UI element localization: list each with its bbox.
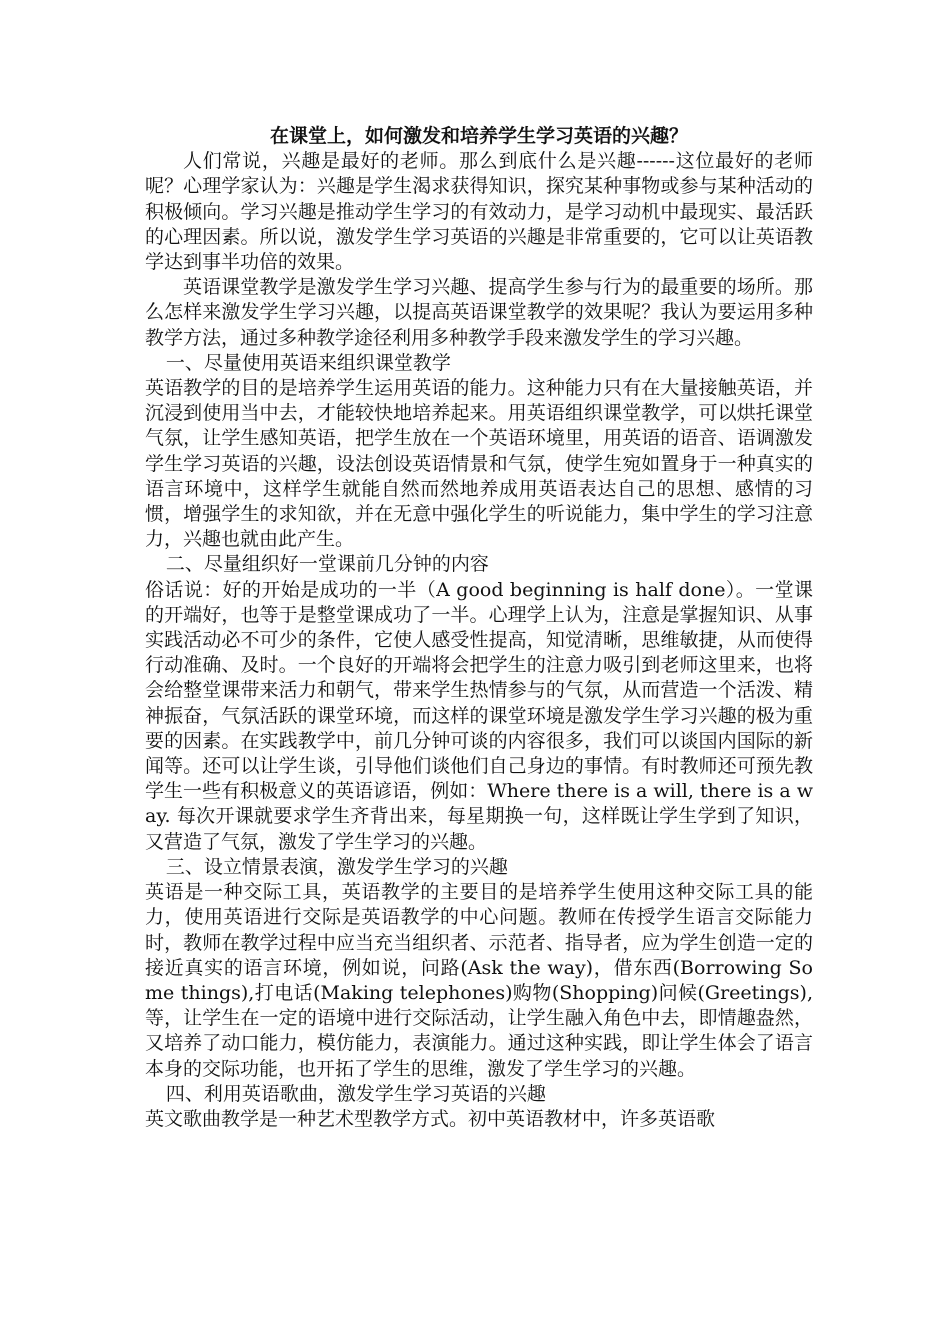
document-title: 在课堂上，如何激发和培养学生学习英语的兴趣？ (269, 125, 688, 147)
section-3-heading: 三、设立情景表演，激发学生学习的兴趣 (165, 855, 508, 878)
document-body (145, 124, 813, 1132)
section-3-body: 英语是一种交际工具，英语教学的主要目的是培养学生使用这种交际工具的能力，使用英语进行交际是英语教学的中心问题。教师在传授学生语言交际能力时，教师在教学过程中应当充当组织者、示范者、指导者，应为学生创造一定的接近真实的语言环境，例如说，问路(Ask the way)，借东西(Borrowing Some things),打电话(Making telephones)购物(Shopping)问候(Greetings),等，让学生在一定的语境中进行交际活动，让学生融入角色中去，即情趣盎然，又培养了动口能力，模仿能力，表演能力。通过这种实践，即让学生体会了语言本身的交际功能，也开拓了学生的思维，激发了学生学习的兴趣。 (145, 881, 813, 1080)
section-2-body: 俗话说：好的开始是成功的一半（A good beginning is half done）。一堂课的开端好，也等于是整堂课成功了一半。心理学上认为，注意是掌握知识、从事实践活动必不可少的条件，它使人感受性提高，知觉清晰，思维敏捷，从而使得行动准确、及时。一个良好的开端将会把学生的注意力吸引到老师这里来，也将会给整堂课带来活力和朝气，带来学生热情参与的气氛，从而营造一个活泼、精神振奋，气氛活跃的课堂环境，而这样的课堂环境是激发学生学习兴趣的极为重要的因素。在实践教学中，前几分钟可谈的内容很多，我们可以谈国内国际的新闻等。还可以让学生谈，引导他们谈他们自己身边的事情。有时教师还可预先教学生一些有积极意义的英语谚语，例如：Where there is a will, there is a way. 每次开课就要求学生齐背出来，每星期换一句，这样既让学生学到了知识，又营造了气氛，激发了学生学习的兴趣。 (145, 578, 813, 853)
section-4-heading: 四、利用英语歌曲，激发学生学习英语的兴趣 (165, 1082, 546, 1105)
intro-paragraph-1: 人们常说，兴趣是最好的老师。那么到底什么是兴趣------这位最好的老师呢？心理学家认为：兴趣是学生渴求获得知识，探究某种事物或参与某种活动的积极倾向。学习兴趣是推动学生学习的有效动力，是学习动机中最现实、最活跃的心理因素。所以说，激发学生学习英语的兴趣是非常重要的，它可以让英语教学达到事半功倍的效果。 (145, 150, 813, 274)
section-1-heading: 一、尽量使用英语来组织课堂教学 (165, 351, 451, 374)
section-4-body: 英文歌曲教学是一种艺术型教学方式。初中英语教材中，许多英语歌 (145, 1107, 716, 1130)
section-1-body: 英语教学的目的是培养学生运用英语的能力。这种能力只有在大量接触英语，并沉浸到使用当中去，才能较快地培养起来。用英语组织课堂教学，可以烘托课堂气氛，让学生感知英语，把学生放在一个英语环境里，用英语的语音、语调激发学生学习英语的兴趣，设法创设英语情景和气氛，使学生宛如置身于一种真实的语言环境中，这样学生就能自然而然地养成用英语表达自己的思想、感情的习惯，增强学生的求知欲，并在无意中强化学生的听说能力，集中学生的学习注意力，兴趣也就由此产生。 (145, 377, 813, 551)
section-2-heading: 二、尽量组织好一堂课前几分钟的内容 (165, 553, 489, 576)
intro-paragraph-2: 英语课堂教学是激发学生学习兴趣、提高学生参与行为的最重要的场所。那么怎样来激发学生学习兴趣，以提高英语课堂教学的效果呢？我认为要运用多种教学方法，通过多种教学途径利用多种教学手段来激发学生的学习兴趣。 (145, 276, 813, 349)
